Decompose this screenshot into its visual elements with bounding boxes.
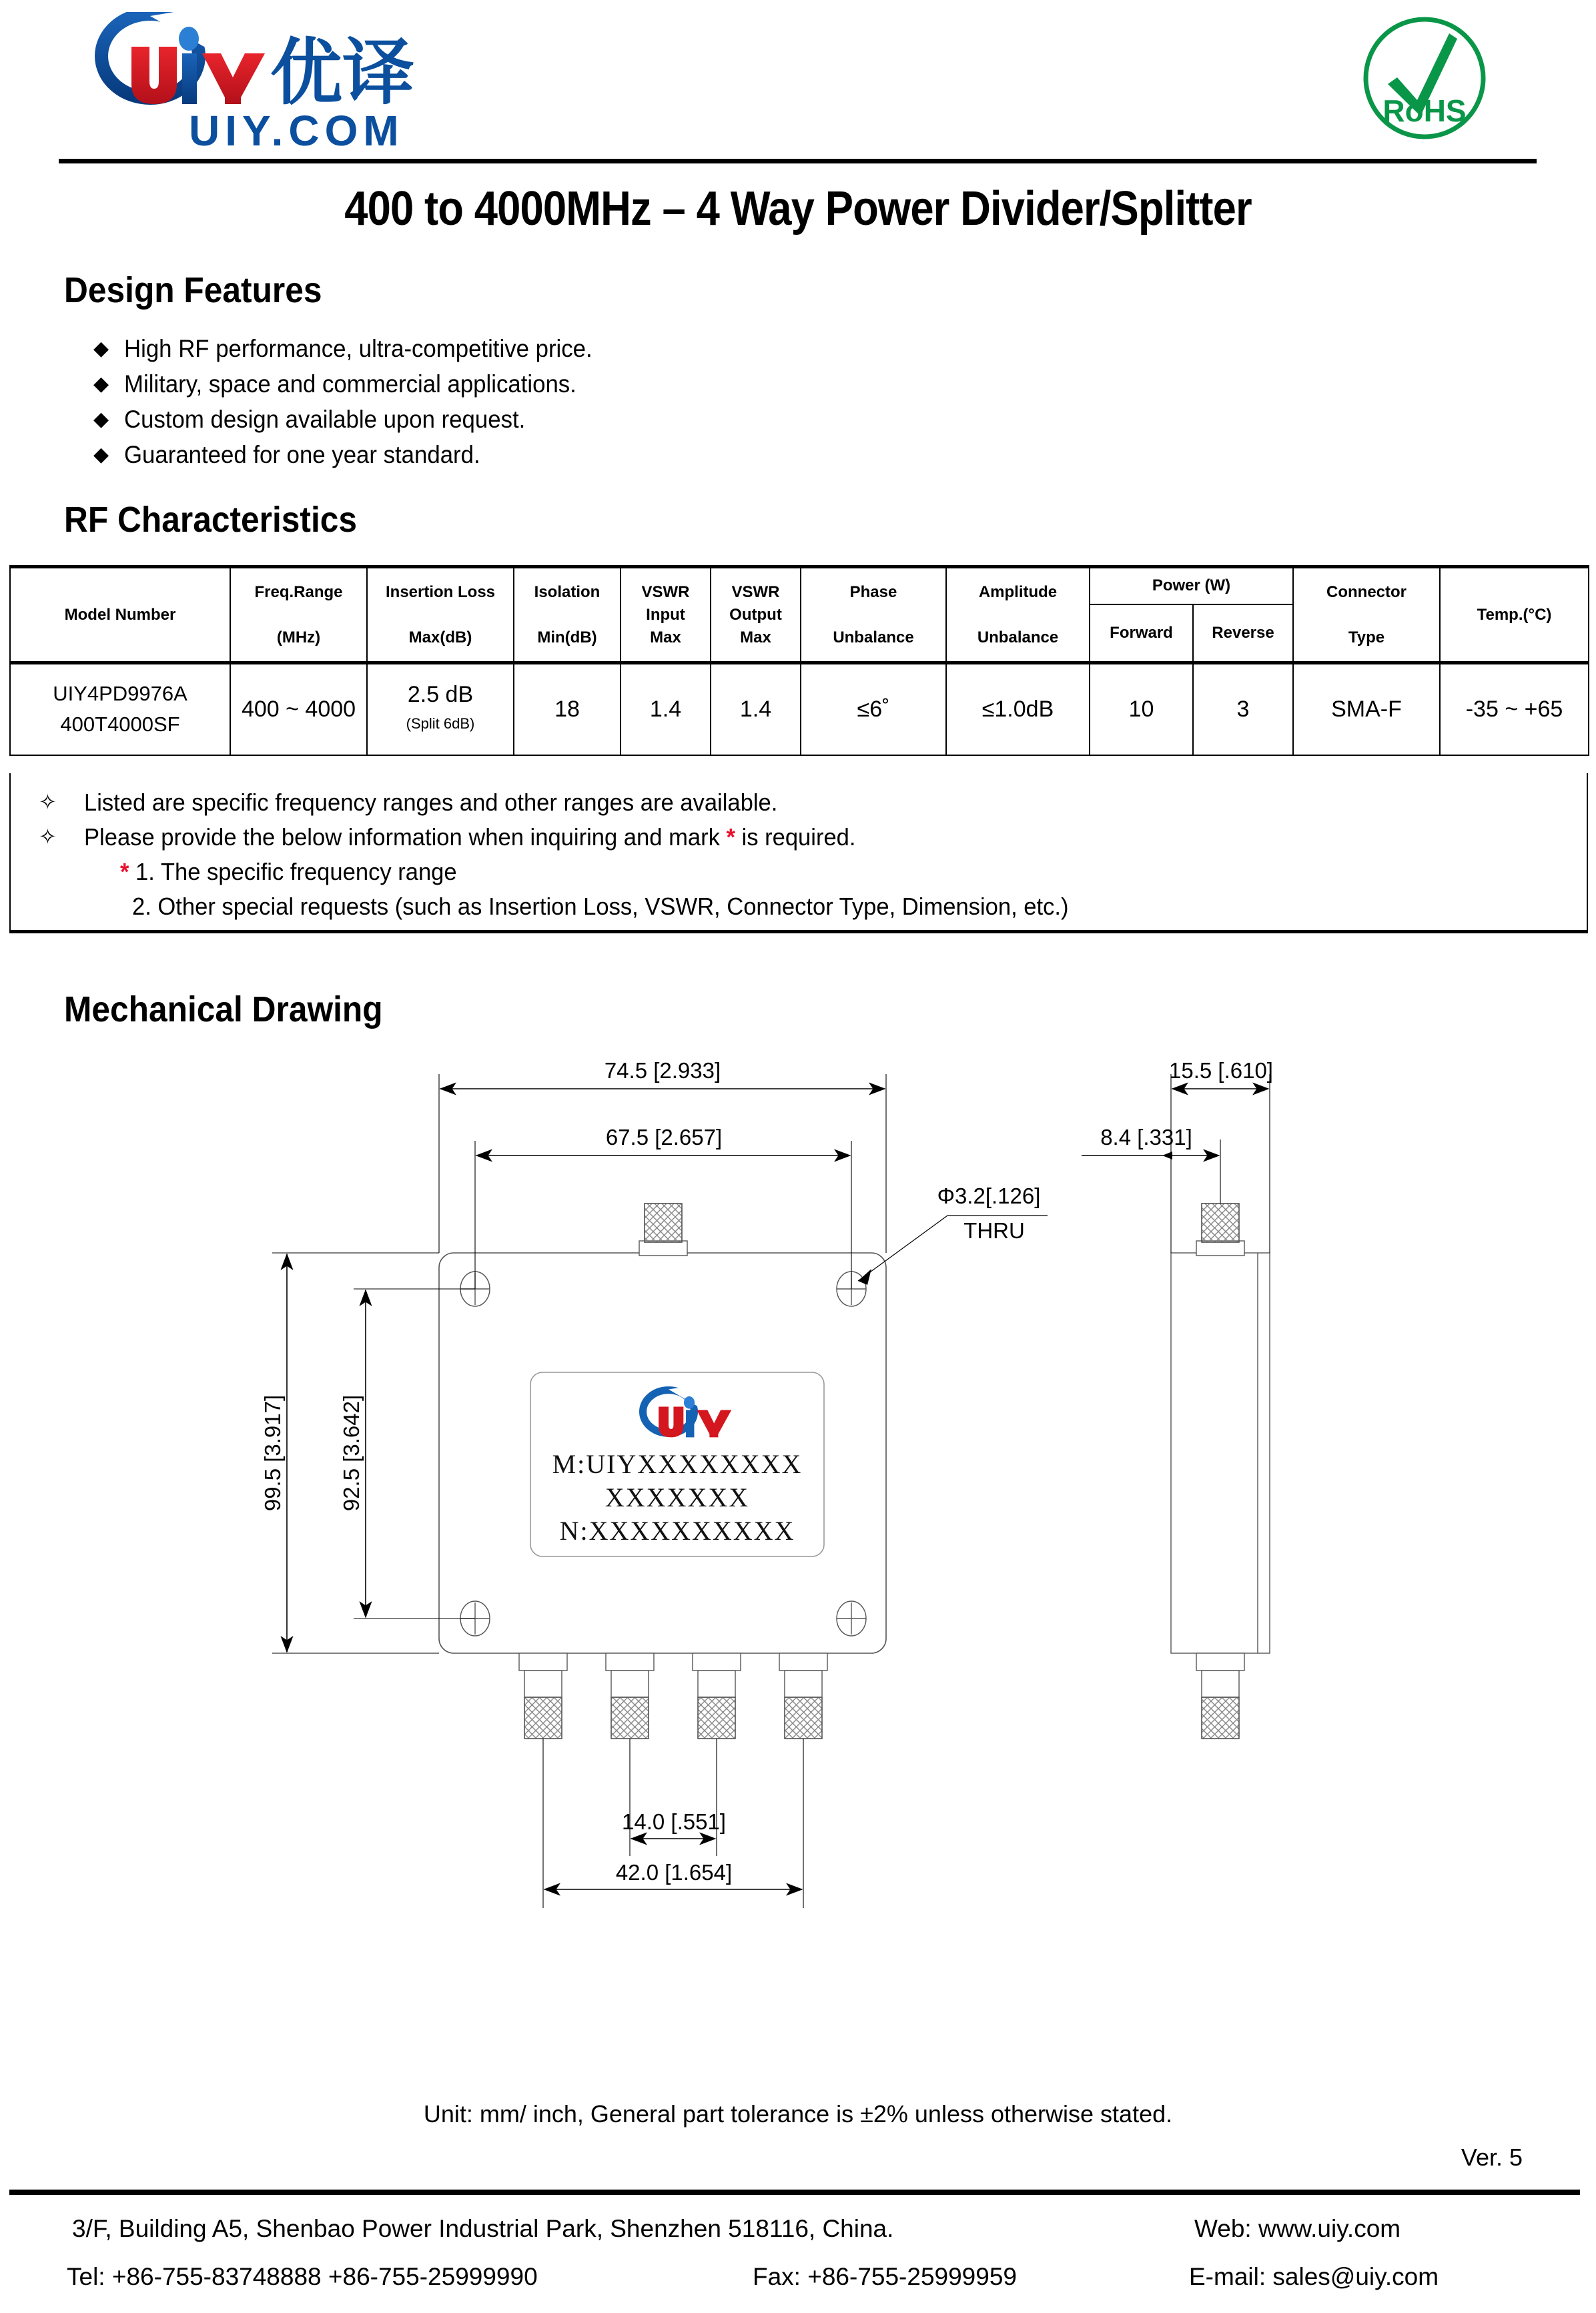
cell-freq-range: 400 ~ 4000 (230, 663, 367, 755)
amplitude-line1: Amplitude (978, 582, 1058, 601)
amplitude-line2: Unbalance (977, 628, 1059, 646)
cell-phase-unbalance: ≤6˚ (801, 663, 946, 755)
list-item (93, 440, 1028, 475)
page-header (0, 0, 1596, 167)
cell-power-reverse: 3 (1193, 663, 1293, 755)
vswr-input-line1: VSWR (641, 582, 690, 601)
footer-fax: Fax: +86-755-25999959 (753, 2263, 1017, 2290)
insertion-loss-line2: Max(dB) (408, 628, 472, 646)
col-header-model-number: Model Number (10, 567, 230, 663)
col-header-amplitude-unbalance (946, 567, 1090, 663)
design-features-list (93, 334, 1028, 475)
isolation-line1: Isolation (534, 582, 601, 601)
col-header-vswr-input (621, 567, 711, 663)
cell-insertion-loss (367, 663, 514, 755)
vswr-output-line3: Max (740, 628, 771, 646)
label-serial-line: N:XXXXXXXXXX (559, 1516, 795, 1546)
required-star: * (120, 858, 129, 885)
cell-model-number (10, 663, 230, 755)
cell-isolation: 18 (514, 663, 621, 755)
rf-characteristics-table (9, 565, 1588, 756)
cell-amplitude-unbalance: ≤1.0dB (946, 663, 1090, 755)
phase-line2: Unbalance (833, 628, 914, 646)
svg-text:优译: 优译 (270, 31, 415, 115)
rohs-icon (1356, 15, 1496, 148)
isolation-line2: Min(dB) (537, 628, 597, 646)
model-line-2: 400T4000SF (60, 713, 180, 737)
list-item (93, 404, 1028, 440)
col-header-phase-unbalance (801, 567, 946, 663)
dim-port-pitch: 14.0 [.551] (622, 1809, 726, 1834)
note-line-1: Listed are specific frequency ranges and other ranges are available. (84, 789, 778, 816)
section-heading-mechanical-drawing: Mechanical Drawing (64, 989, 383, 1029)
page-title: 400 to 4000MHz – 4 Way Power Divider/Splitter (344, 182, 1252, 236)
header-divider (59, 159, 1537, 163)
diamond-outline-icon: ✧ (39, 790, 57, 814)
model-line-1: UIY4PD9976A (53, 682, 187, 706)
feature-label: High RF performance, ultra-competitive price. (124, 335, 592, 362)
required-star: * (726, 823, 735, 851)
svg-text:UIY.COM: UIY.COM (189, 107, 404, 155)
mechanical-drawing (0, 1041, 1596, 2081)
note2-text-b: is required. (735, 823, 856, 851)
note-sub-1 (120, 856, 457, 888)
insertion-loss-line1: Insertion Loss (385, 582, 496, 601)
vswr-output-line2: Output (729, 605, 782, 624)
footer-address: 3/F, Building A5, Shenbao Power Industrial Park, Shenzhen 518116, China. (72, 2215, 894, 2242)
footer-email[interactable]: E-mail: sales@uiy.com (1189, 2263, 1439, 2290)
connector-line1: Connector (1326, 582, 1407, 601)
dim-width-overall: 74.5 [2.933] (604, 1058, 721, 1083)
table-header-row (10, 567, 1589, 604)
section-heading-design-features: Design Features (64, 270, 322, 310)
col-header-power: Power (W) (1090, 567, 1293, 604)
section-heading-rf-characteristics: RF Characteristics (64, 500, 358, 540)
insertion-loss-value: 2.5 dB (407, 682, 474, 708)
dim-port-span: 42.0 [1.654] (615, 1860, 733, 1885)
dim-height-holes: 92.5 [3.642] (339, 1394, 364, 1512)
cell-vswr-input: 1.4 (621, 663, 711, 755)
col-header-temperature: Temp.(°C) (1440, 567, 1589, 663)
note-sub-2: 2. Other special requests (such as Insertion Loss, VSWR, Connector Type, Dimension, etc.) (132, 893, 1069, 920)
diamond-bullet-icon: ◆ (93, 444, 109, 466)
svg-text:RoHS: RoHS (1382, 93, 1467, 128)
note-line-2 (84, 821, 856, 853)
phase-line1: Phase (849, 582, 897, 601)
freq-range-line1: Freq.Range (254, 582, 343, 601)
vswr-input-line3: Max (650, 628, 681, 646)
col-header-isolation (514, 567, 621, 663)
label-model-line: M:UIYXXXXXXXX (552, 1449, 803, 1479)
cell-power-forward: 10 (1090, 663, 1193, 755)
note2-text-a: Please provide the below information when inquiring and mark (84, 823, 727, 851)
diamond-bullet-icon: ◆ (93, 373, 109, 395)
table-row (10, 663, 1589, 755)
label-model-cont-line: XXXXXXX (605, 1482, 750, 1512)
version-label: Ver. 5 (1461, 2144, 1523, 2171)
dim-height-overall: 99.5 [3.917] (260, 1394, 285, 1512)
dim-width-holes: 67.5 [2.657] (605, 1125, 723, 1149)
cell-temperature: -35 ~ +65 (1440, 663, 1589, 755)
cell-connector-type: SMA-F (1293, 663, 1440, 755)
dim-side-offset: 8.4 [.331] (1100, 1125, 1192, 1149)
feature-label: Guaranteed for one year standard. (124, 441, 480, 468)
cell-vswr-output: 1.4 (711, 663, 801, 755)
vswr-output-line1: VSWR (731, 582, 780, 601)
footer-divider (9, 2190, 1580, 2195)
feature-label: Custom design available upon request. (124, 406, 526, 433)
vswr-input-line2: Input (646, 605, 685, 624)
col-header-connector-type (1293, 567, 1440, 663)
col-header-power-forward: Forward (1090, 604, 1193, 663)
col-header-power-reverse: Reverse (1193, 604, 1293, 663)
col-header-insertion-loss (367, 567, 514, 663)
diamond-outline-icon: ✧ (39, 825, 57, 849)
list-item (93, 369, 1028, 404)
dim-hole-diameter: Φ3.2[.126] (937, 1184, 1041, 1208)
footer-telephone: Tel: +86-755-83748888 +86-755-25999990 (67, 2263, 538, 2290)
insertion-loss-note: (Split 6dB) (406, 715, 475, 733)
dim-hole-thru: THRU (963, 1218, 1025, 1243)
footer-website[interactable]: Web: www.uiy.com (1194, 2215, 1401, 2242)
table-notes (9, 773, 1588, 933)
col-header-freq-range (230, 567, 367, 663)
diamond-bullet-icon: ◆ (93, 338, 109, 360)
list-item (93, 334, 1028, 369)
feature-label: Military, space and commercial applications. (124, 370, 576, 398)
dim-side-thickness: 15.5 [.610] (1169, 1058, 1273, 1083)
connector-line2: Type (1348, 628, 1385, 646)
col-header-vswr-output (711, 567, 801, 663)
unit-tolerance-note: Unit: mm/ inch, General part tolerance is ±2% unless otherwise stated. (423, 2100, 1173, 2128)
note-sub-1-text: 1. The specific frequency range (129, 858, 457, 885)
diamond-bullet-icon: ◆ (93, 408, 109, 430)
uiy-logo (70, 12, 484, 155)
freq-range-line2: (MHz) (276, 628, 321, 646)
